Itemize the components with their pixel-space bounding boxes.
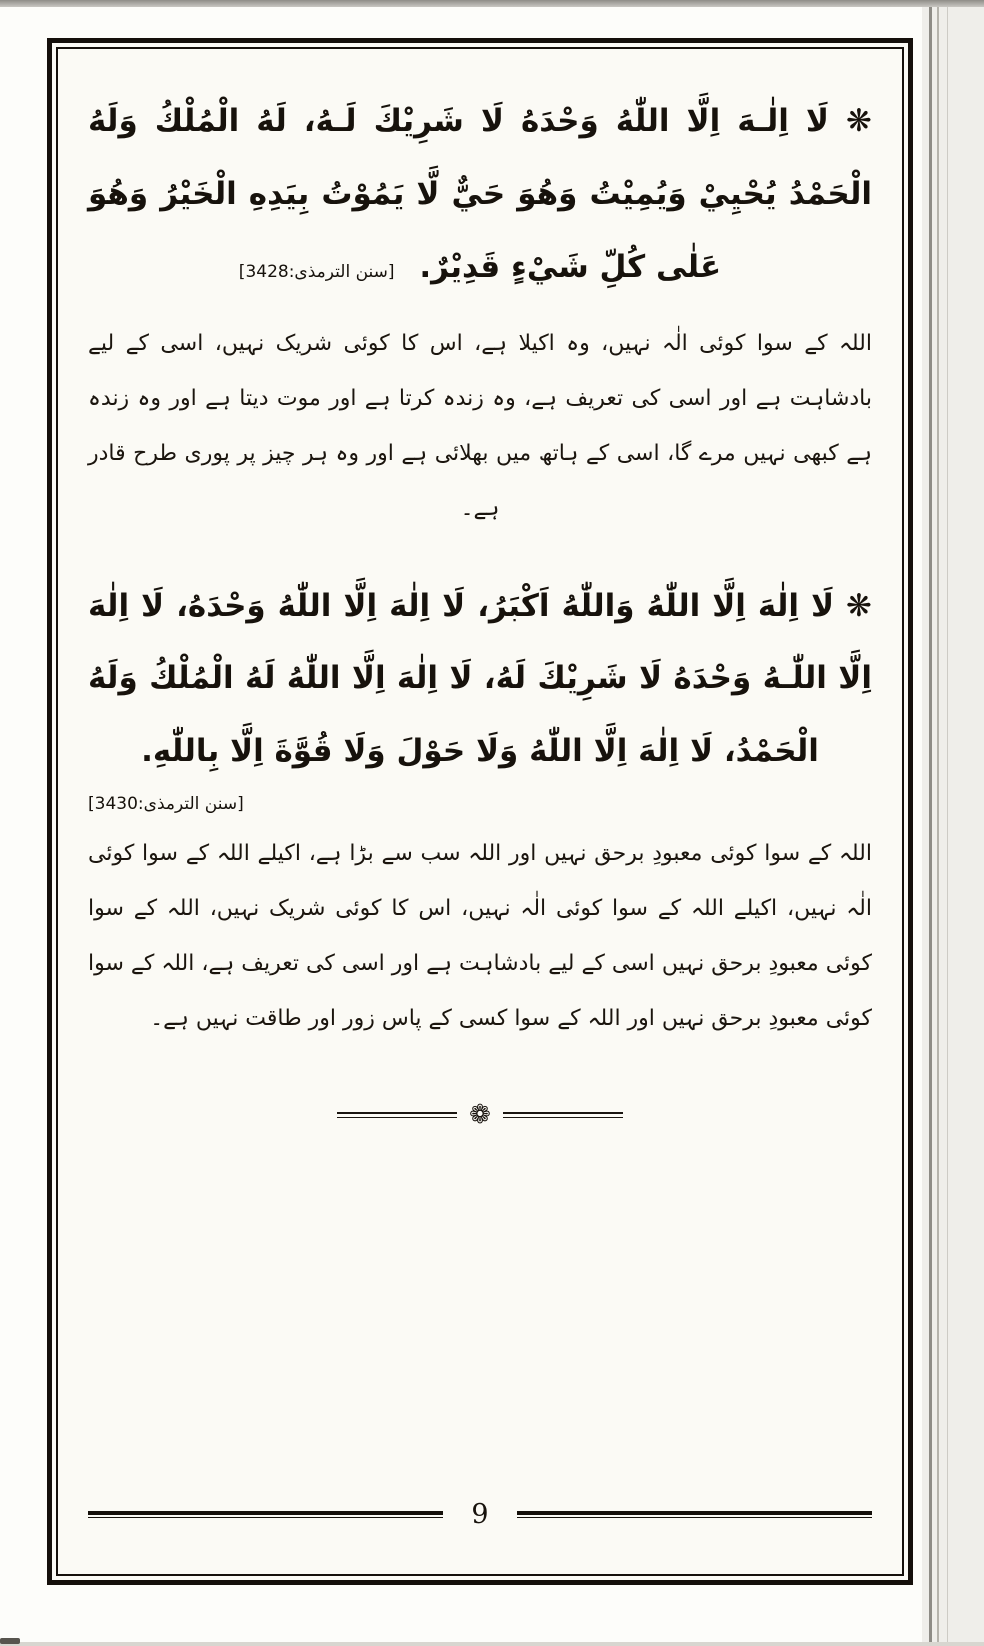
page-number-rule (88, 1511, 443, 1518)
hadith-2-reference: [سنن الترمذی:3430] (88, 794, 244, 815)
hadith-2-section (88, 570, 872, 1047)
page-number-rule (517, 1511, 872, 1518)
page-edge-line (937, 7, 939, 1646)
divider-line (503, 1112, 623, 1118)
hadith-2-urdu-translation: اللہ کے سوا کوئی معبودِ برحق نہیں اور اللہ سب سے بڑا ہے، اکیلے اللہ کے سوا کوئی الٰہ نہیں، اکیلے اللہ کے سوا کوئی الٰہ نہیں، اس کا کوئی شریک نہیں، اللہ کے سوا کوئی معبودِ برحق نہیں اسی کے لیے بادشاہت ہے اور اسی کی تعریف ہے، اللہ کے سوا کوئی معبودِ برحق نہیں اور اللہ کے سوا کسی کے پاس زور اور طاقت نہیں ہے۔ (88, 841, 872, 1032)
hadith-1-urdu-translation: اللہ کے سوا کوئی الٰہ نہیں، وہ اکیلا ہے، اس کا کوئی شریک نہیں، اسی کے لیے بادشاہت ہے اور اسی کی تعریف ہے، وہ زندہ کرتا ہے اور موت دیتا ہے اور وہ زندہ ہے کبھی نہیں مرے گا، اسی کے ہاتھ میں بھلائی ہے اور وہ ہر چیز پر پوری طرح قادر ہے۔ (88, 330, 872, 521)
hadith-1-arabic: ❋ لَا اِلٰـهَ اِلَّا اللّٰهُ وَحْدَهُ لَا شَرِيْكَ لَـهُ، لَهُ الْمُلْكُ وَلَهُ الْحَمْدُ يُحْيِيْ وَيُمِيْتُ وَهُوَ حَيٌّ لَّا يَمُوْتُ بِيَدِهِ الْخَيْرُ وَهُوَ عَلٰى كُلِّ شَيْءٍ قَدِيْرٌ. (88, 103, 872, 285)
page-number-row (88, 1501, 872, 1528)
page-edge-line (929, 7, 932, 1646)
floral-ornament-icon: ❁ (469, 1100, 491, 1131)
hadith-1-arabic-text (88, 85, 872, 304)
hadith-1-reference: [سنن الترمذی:3428] (238, 261, 395, 282)
book-page-edge (922, 7, 984, 1646)
page-edge-line (947, 7, 948, 1646)
scan-top-edge (0, 0, 984, 7)
hadith-2-arabic-text: ❋ لَا اِلٰهَ اِلَّا اللّٰهُ وَاللّٰهُ اَكْبَرُ، لَا اِلٰهَ اِلَّا اللّٰهُ وَحْدَهُ، لَا اِلٰهَ اِلَّا اللّٰـهُ وَحْدَهُ لَا شَرِيْكَ لَهُ، لَا اِلٰهَ اِلَّا اللّٰهُ لَهُ الْمُلْكُ وَلَهُ الْحَمْدُ، لَا اِلٰهَ اِلَّا اللّٰهُ وَلَا حَوْلَ وَلَا قُوَّةَ اِلَّا بِاللّٰهِ. (88, 587, 872, 770)
page-border-inner-line (56, 47, 904, 1576)
scan-bottom-edge (0, 1642, 984, 1646)
section-divider (88, 1100, 872, 1131)
scan-artifact-smudge (0, 1638, 20, 1644)
page-border-frame (47, 38, 913, 1585)
page-number: 9 (471, 1499, 489, 1530)
hadith-1-section (88, 85, 872, 536)
divider-line (337, 1112, 457, 1118)
